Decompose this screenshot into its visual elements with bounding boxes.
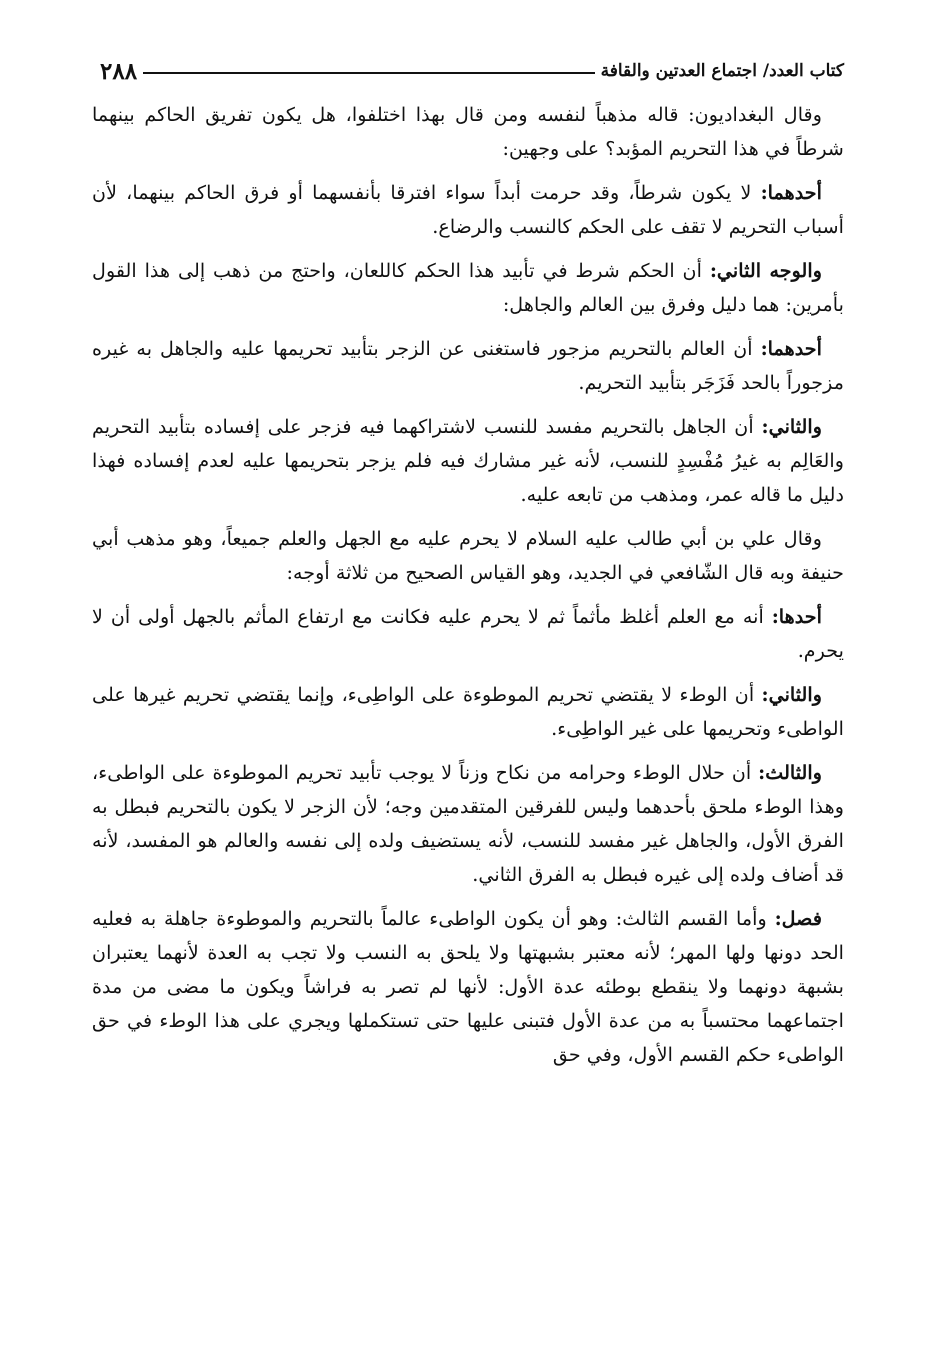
paragraph-lead: أحدهما: [760,337,822,360]
paragraph-text: أن الحكم شرط في تأبيد هذا الحكم كاللعان، واحتج من ذهب إلى هذا القول بأمرين: هما دليل وفرق بين العالم والجاهل: [92,259,844,316]
paragraph-lead: أحدهما: [760,181,822,204]
paragraph-lead: والثالث: [758,761,822,784]
paragraph-text: أن الجاهل بالتحريم مفسد للنسب لاشتراكهما فيه فزجر على إفساده بتأبيد التحريم والعَالِم به غيرُ مُفْسِدٍ للنسب، لأنه غير مشارك فيه فلم يزجر بتحريمها عليه لعدم إفساده فهذا دليل ما قاله عمر، ومذهب من تابعه عليه. [92,415,844,506]
paragraph-text: وأما القسم الثالث: وهو أن يكون الواطىء عالماً بالتحريم والموطوءة جاهلة به فعليه الحد دونها ولها المهر؛ لأنه معتبر بشبهتها ولا يلحق به النسب ولا تجب به العدة لأنهما يعتبران بشبهة دونهما ولا ينقطع بوطئه عدة الأول: لأنها لم تصر به فراشاً ويكون ما مضى من مدة اجتماعهما محتسباً به من عدة الأول فتبنى عليها حتى تستكملها ويجري على هذا الوطء في حق الواطىء حكم القسم الأول، وفي حق [92,907,844,1066]
page-number: ٢٨٨ [100,57,138,85]
paragraph-lead: والثاني: [761,683,822,706]
paragraph [92,176,844,244]
paragraph [92,522,844,590]
paragraph-lead: والثاني: [761,415,822,438]
paragraph [92,98,844,166]
paragraph-lead: والوجه الثاني: [709,259,822,282]
paragraph [92,254,844,322]
paragraph [92,600,844,668]
paragraph [92,410,844,512]
paragraph [92,678,844,746]
paragraph-text: أن العالم بالتحريم مزجور فاستغنى عن الزجر بتأبيد تحريمها عليه والجاهل به غيره مزجوراً بالحد فَزَجَر بتأبيد التحريم. [92,337,844,394]
page-header [92,54,852,88]
paragraph-text: أن الوطء لا يقتضي تحريم الموطوءة على الواطِىء، وإنما يقتضي تحريم غيرها على الواطىء وتحريمها على غير الواطِىء. [92,683,844,740]
page-body [92,98,844,1082]
paragraph [92,332,844,400]
paragraph-text: وقال علي بن أبي طالب عليه السلام لا يحرم عليه مع الجهل والعلم جميعاً، وهو مذهب أبي حنيفة وبه قال الشّافعي في الجديد، وهو القياس الصحيح من ثلاثة أوجه: [92,527,844,584]
paragraph [92,902,844,1072]
paragraph-lead: فصل: [774,907,822,930]
paragraph-lead: أحدها: [771,605,822,628]
paragraph-text: أن حلال الوطء وحرامه من نكاح وزناً لا يوجب تأبيد تحريم الموطوءة على الواطىء، وهذا الوطء ملحق بأحدهما وليس للفرقين المتقدمين وجه؛ لأن الزجر لا يكون بالتحريم فبطل به الفرق الأول، والجاهل غير مفسد للنسب، لأنه يستضيف ولده إلى نفسه والعالم هو المفسد، لأنه قد أضاف ولده إلى غيره فبطل به الفرق الثاني. [92,761,844,886]
paragraph-text: لا يكون شرطاً، وقد حرمت أبداً سواء افترقا بأنفسهما أو فرق الحاكم بينهما، لأن أسباب التحريم لا تقف على الحكم كالنسب والرضاع. [92,181,844,238]
paragraph [92,756,844,892]
paragraph-text: أنه مع العلم أغلظ مأثماً ثم لا يحرم عليه فكانت مع ارتفاع المأثم بالجهل أولى أن لا يحرم. [92,605,844,662]
paragraph-text: وقال البغداديون: قاله مذهباً لنفسه ومن قال بهذا اختلفوا، هل يكون تفريق الحاكم بينهما شرطاً في هذا التحريم المؤبد؟ على وجهين: [92,103,844,160]
header-rule [143,72,595,74]
running-title: كتاب العدد/ اجتماع العدتين والقافة [600,61,844,81]
